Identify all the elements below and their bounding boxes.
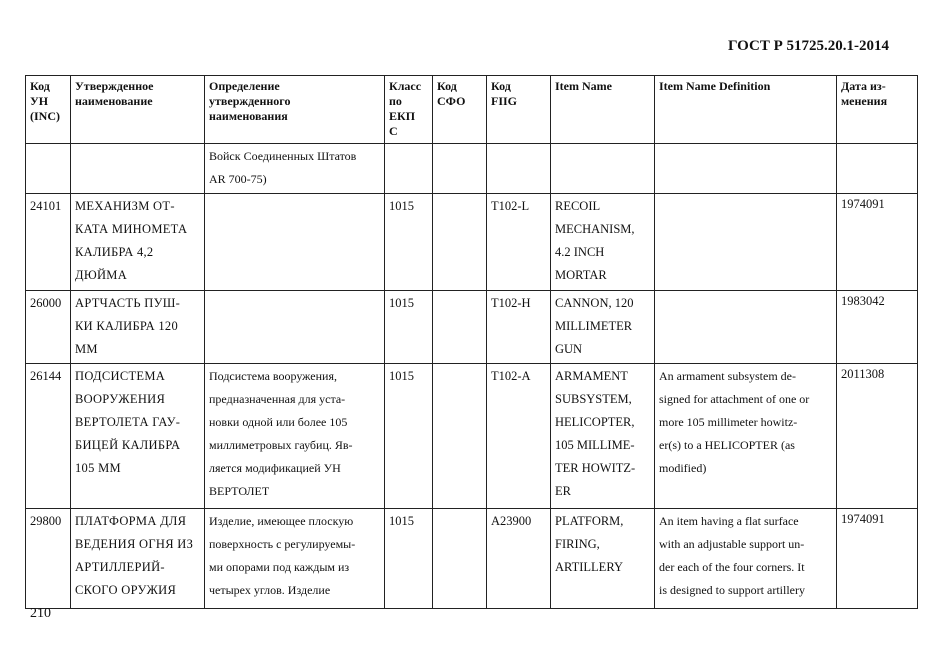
- cell-line: more 105 millimeter howitz-: [659, 415, 798, 429]
- header-line: Класс: [389, 79, 422, 93]
- cell-line: КАТА МИНОМЕТА: [75, 222, 188, 236]
- col-approved-name-cell: [71, 144, 205, 194]
- cell-value: 1015: [389, 514, 414, 528]
- col-class-header: [385, 76, 433, 144]
- cell-line: ми опорами под каждым из: [209, 560, 350, 574]
- table-row: [26, 144, 918, 194]
- cell-line: is designed to support artillery: [659, 583, 805, 597]
- header-line: по: [389, 94, 402, 108]
- cell-line: ДЮЙМА: [75, 268, 128, 282]
- cell-value: A23900: [491, 514, 532, 528]
- table-row: [26, 194, 918, 291]
- cell-line: 105 ММ: [75, 461, 121, 475]
- col-inc-cell: [26, 364, 71, 509]
- col-class-cell: [385, 364, 433, 509]
- col-date-header: [837, 76, 918, 144]
- header-line: Код: [491, 79, 511, 93]
- cell-line: GUN: [555, 342, 583, 356]
- cell-line: MILLIMETER: [555, 319, 633, 333]
- header-line: утвержденного: [209, 94, 291, 108]
- cell-line: новки одной или более 105: [209, 415, 348, 429]
- cell-line: FIRING,: [555, 537, 600, 551]
- cell-line: CANNON, 120: [555, 296, 634, 310]
- cell-line: Изделие, имеющее плоскую: [209, 514, 354, 528]
- col-item-name-header: [551, 76, 655, 144]
- header-row: [26, 76, 918, 144]
- cell-line: SUBSYSTEM,: [555, 392, 632, 406]
- col-date-cell: [837, 364, 918, 509]
- cell-line: HELICOPTER,: [555, 415, 635, 429]
- cell-line: modified): [659, 461, 707, 475]
- table-row: [26, 364, 918, 509]
- col-item-def-cell: [655, 194, 837, 291]
- cell-line: An armament subsystem de-: [659, 369, 796, 383]
- col-date-cell: [837, 144, 918, 194]
- cell-line: PLATFORM,: [555, 514, 624, 528]
- col-item-name-cell: [551, 509, 655, 609]
- col-fiig-cell: [487, 291, 551, 364]
- col-definition-header: [205, 76, 385, 144]
- col-inc-cell: [26, 509, 71, 609]
- table-body: [26, 144, 918, 609]
- col-sfo-cell: [433, 364, 487, 509]
- cell-line: MORTAR: [555, 268, 607, 282]
- header-line: Код: [437, 79, 457, 93]
- cell-value: 1974091: [841, 512, 885, 526]
- cell-line: ВЕРТОЛЕТ: [209, 484, 270, 498]
- header-line: Определение: [209, 79, 280, 93]
- cell-value: T102-L: [491, 199, 530, 213]
- col-sfo-cell: [433, 144, 487, 194]
- col-item-name-cell: [551, 144, 655, 194]
- header-line: Утвержденное: [75, 79, 154, 93]
- cell-value: 24101: [30, 199, 62, 213]
- header-line: менения: [841, 94, 888, 108]
- cell-line: ПОДСИСТЕМА: [75, 369, 166, 383]
- cell-line: предназначенная для уста-: [209, 392, 346, 406]
- col-sfo-header: [433, 76, 487, 144]
- table-row: [26, 509, 918, 609]
- header-line: наименование: [75, 94, 153, 108]
- header-line: Item Name: [555, 79, 612, 93]
- col-inc-cell: [26, 194, 71, 291]
- col-fiig-cell: [487, 144, 551, 194]
- cell-value: 1015: [389, 369, 414, 383]
- cell-line: ВЕРТОЛЕТА ГАУ-: [75, 415, 181, 429]
- col-fiig-cell: [487, 364, 551, 509]
- cell-line: КИ КАЛИБРА 120: [75, 319, 178, 333]
- cell-line: ВЕДЕНИЯ ОГНЯ ИЗ: [75, 537, 194, 551]
- cell-line: An item having a flat surface: [659, 514, 799, 528]
- header-line: Item Name Definition: [659, 79, 771, 93]
- col-fiig-cell: [487, 194, 551, 291]
- col-approved-name-cell: [71, 364, 205, 509]
- cell-line: ПЛАТФОРМА ДЛЯ: [75, 514, 187, 528]
- col-class-cell: [385, 194, 433, 291]
- cell-line: Подсистема вооружения,: [209, 369, 337, 383]
- table-row: [26, 291, 918, 364]
- cell-value: 1974091: [841, 197, 885, 211]
- cell-line: 4.2 INCH: [555, 245, 605, 259]
- col-definition-cell: [205, 144, 385, 194]
- col-item-def-cell: [655, 509, 837, 609]
- cell-value: T102-A: [491, 369, 531, 383]
- col-inc-cell: [26, 144, 71, 194]
- col-item-def-cell: [655, 144, 837, 194]
- col-fiig-header: [487, 76, 551, 144]
- cell-line: der each of the four corners. It: [659, 560, 805, 574]
- header-line: FIIG: [491, 94, 518, 108]
- cell-value: 1015: [389, 296, 414, 310]
- cell-line: КАЛИБРА 4,2: [75, 245, 154, 259]
- cell-line: signed for attachment of one or: [659, 392, 810, 406]
- header-line: Код: [30, 79, 50, 93]
- cell-line: 105 MILLIME-: [555, 438, 635, 452]
- cell-line: МЕХАНИЗМ ОТ-: [75, 199, 175, 213]
- document-code: ГОСТ Р 51725.20.1-2014: [727, 38, 889, 54]
- col-definition-cell: [205, 194, 385, 291]
- cell-value: 26144: [30, 369, 62, 383]
- cell-line: четырех углов. Изделие: [209, 583, 331, 597]
- header-line: СФО: [437, 94, 466, 108]
- col-inc-cell: [26, 291, 71, 364]
- cell-line: БИЦЕЙ КАЛИБРА: [75, 438, 181, 452]
- col-item-name-cell: [551, 364, 655, 509]
- cell-line: er(s) to a HELICOPTER (as: [659, 438, 795, 452]
- cell-value: 29800: [30, 514, 62, 528]
- col-definition-cell: [205, 509, 385, 609]
- col-fiig-cell: [487, 509, 551, 609]
- cell-line: ER: [555, 484, 571, 498]
- cell-value: 1015: [389, 199, 414, 213]
- cell-line: АРТИЛЛЕРИЙ-: [75, 560, 165, 574]
- cell-value: 26000: [30, 296, 62, 310]
- cell-line: TER HOWITZ-: [555, 461, 636, 475]
- cell-line: ММ: [75, 342, 98, 356]
- cell-line: Войск Соединенных Штатов: [209, 149, 357, 163]
- page-number: 210: [30, 606, 51, 621]
- header-line: С: [389, 124, 398, 138]
- col-definition-cell: [205, 364, 385, 509]
- col-sfo-cell: [433, 291, 487, 364]
- cell-line: ляется модификацией УН: [209, 461, 341, 475]
- cell-line: миллиметровых гаубиц. Яв-: [209, 438, 353, 452]
- col-approved-name-cell: [71, 291, 205, 364]
- header-line: УН: [30, 94, 49, 108]
- col-approved-name-header: [71, 76, 205, 144]
- col-class-cell: [385, 144, 433, 194]
- col-date-cell: [837, 509, 918, 609]
- cell-line: ARMAMENT: [555, 369, 628, 383]
- col-item-def-header: [655, 76, 837, 144]
- col-date-cell: [837, 291, 918, 364]
- cell-line: with an adjustable support un-: [659, 537, 805, 551]
- cell-value: 2011308: [841, 367, 885, 381]
- header-line: ЕКП: [389, 109, 416, 123]
- header-line: наименования: [209, 109, 288, 123]
- cell-line: СКОГО ОРУЖИЯ: [75, 583, 177, 597]
- header-line: (INC): [30, 109, 60, 123]
- cell-value: T102-H: [491, 296, 531, 310]
- col-date-cell: [837, 194, 918, 291]
- col-inc-header: [26, 76, 71, 144]
- cell-line: AR 700-75): [209, 172, 267, 186]
- header-line: Дата из-: [841, 79, 886, 93]
- col-item-def-cell: [655, 291, 837, 364]
- cell-line: ВООРУЖЕНИЯ: [75, 392, 166, 406]
- col-item-name-cell: [551, 194, 655, 291]
- col-sfo-cell: [433, 509, 487, 609]
- col-class-cell: [385, 509, 433, 609]
- cell-line: MECHANISM,: [555, 222, 635, 236]
- cell-line: ARTILLERY: [555, 560, 623, 574]
- col-approved-name-cell: [71, 194, 205, 291]
- col-approved-name-cell: [71, 509, 205, 609]
- col-item-name-cell: [551, 291, 655, 364]
- col-item-def-cell: [655, 364, 837, 509]
- col-class-cell: [385, 291, 433, 364]
- cell-line: поверхность с регулируемы-: [209, 537, 356, 551]
- codification-table: [25, 75, 918, 609]
- cell-line: АРТЧАСТЬ ПУШ-: [75, 296, 181, 310]
- col-sfo-cell: [433, 194, 487, 291]
- cell-value: 1983042: [841, 294, 885, 308]
- cell-line: RECOIL: [555, 199, 601, 213]
- col-definition-cell: [205, 291, 385, 364]
